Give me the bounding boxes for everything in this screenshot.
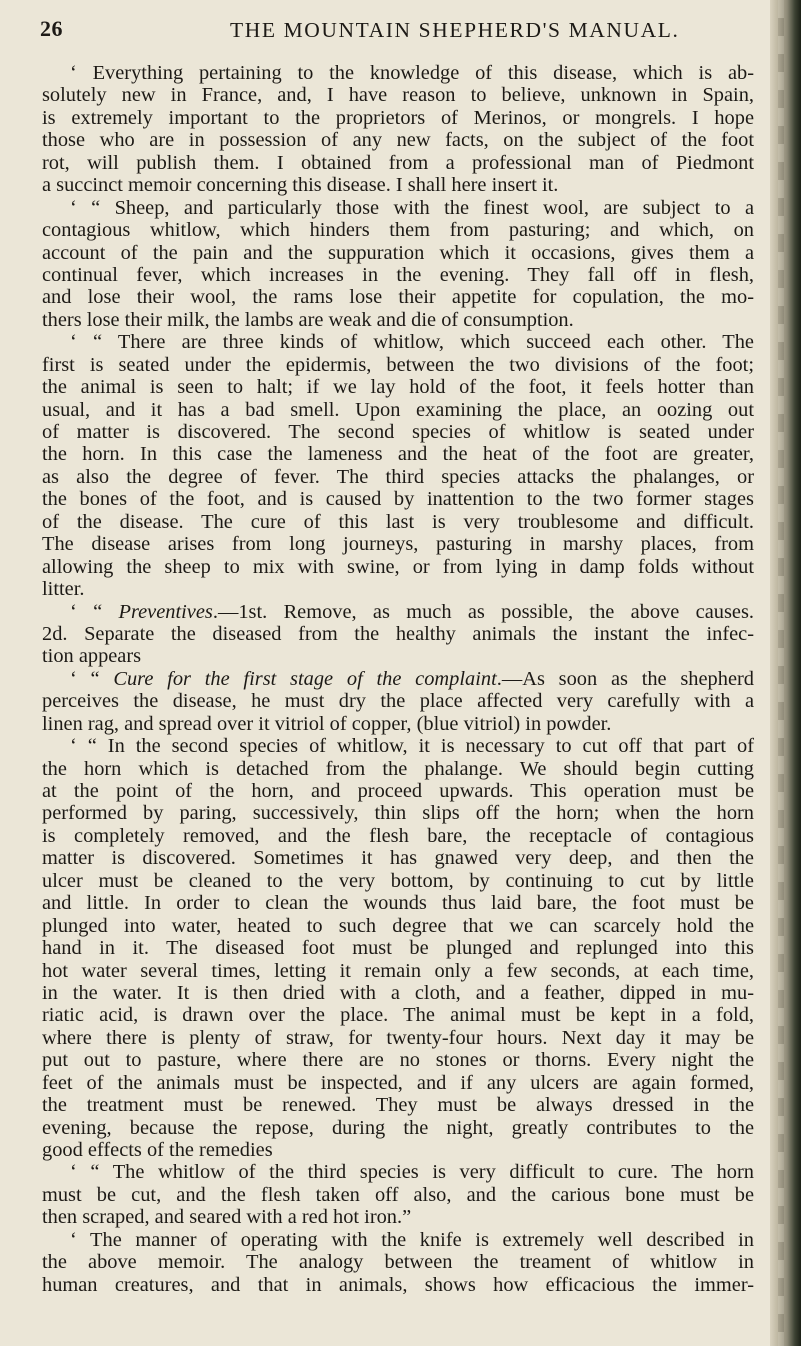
text-line: ‘ Everything pertaining to the knowledge of this disease, which is ab- xyxy=(70,62,754,84)
text-line: and little. In order to clean the wounds thus laid bare, the foot must be xyxy=(42,892,754,915)
page-number: 26 xyxy=(40,16,63,41)
text-line: performed by paring, successively, thin slips off the horn; when the horn xyxy=(42,802,754,825)
text-line: ‘ “ There are three kinds of whitlow, which succeed each other. The xyxy=(70,331,754,354)
text-line: ‘ “ The whitlow of the third species is very difficult to cure. The horn xyxy=(70,1161,754,1184)
text-line: continual fever, which increases in the evening. They fall off in flesh, xyxy=(42,263,754,286)
text-line: evening, because the repose, during the night, greatly contributes to the xyxy=(42,1116,754,1139)
text-line: ‘ “ In the second species of whitlow, it is necessary to cut off that part of xyxy=(70,735,754,758)
page-header xyxy=(40,14,760,48)
text-line: of the disease. The cure of this last is very troublesome and difficult. xyxy=(42,510,754,533)
text-line: the horn. In this case the lameness and the heat of the foot are greater, xyxy=(42,443,754,466)
text-line: thers lose their milk, the lambs are weak and die of consumption. xyxy=(42,308,574,331)
book-gutter xyxy=(770,0,801,1346)
text-line: usual, and it has a bad smell. Upon examining the place, an oozing out xyxy=(42,398,754,421)
text-line: where there is plenty of straw, for twenty-four hours. Next day it may be xyxy=(42,1026,754,1049)
text-line: matter is discovered. Sometimes it has gnawed very deep, and then the xyxy=(42,847,754,870)
text-line: litter. xyxy=(42,578,85,601)
text-line: account of the pain and the suppuration which it occasions, gives them a xyxy=(42,241,754,264)
text-line: contagious whitlow, which hinders them from pasturing; and which, on xyxy=(42,219,754,242)
text-line: solutely new in France, and, I have reason to believe, unknown in Spain, xyxy=(42,84,754,107)
text-line: allowing the sheep to mix with swine, or from lying in damp folds without xyxy=(42,555,754,578)
text-line: first is seated under the epidermis, between the two divisions of the foot; xyxy=(42,353,754,376)
text-line: human creatures, and that in animals, shows how efficacious the immer- xyxy=(42,1273,754,1296)
text-line: linen rag, and spread over it vitriol of copper, (blue vitriol) in powder. xyxy=(42,712,612,735)
text-line: hot water several times, letting it remain only a few seconds, at each time, xyxy=(42,959,754,982)
text-line: then scraped, and seared with a red hot iron.” xyxy=(42,1206,412,1229)
text-line: those who are in possession of any new facts, on the subject of the foot xyxy=(42,129,754,152)
text-line: must be cut, and the flesh taken off also, and the carious bone must be xyxy=(42,1183,754,1206)
text-line: perceives the disease, he must dry the place affected very carefully with a xyxy=(42,690,754,713)
text-line: ulcer must be cleaned to the very bottom, by continuing to cut by little xyxy=(42,869,754,892)
text-line: the horn which is detached from the phalange. We should begin cutting xyxy=(42,757,754,780)
text-line: is completely removed, and the flesh bare, the receptacle of contagious xyxy=(42,824,754,847)
text-line: ‘ “ Preventives.—1st. Remove, as much as possible, the above causes. xyxy=(70,600,754,623)
text-line: ‘ “ Cure for the first stage of the complaint.—As soon as the shepherd xyxy=(70,667,754,690)
text-line: of matter is discovered. The second species of whitlow is seated under xyxy=(42,421,754,443)
text-line: is extremely important to the proprietors of Merinos, or mongrels. I hope xyxy=(42,106,754,129)
text-line: rot, will publish them. I obtained from a professional man of Piedmont xyxy=(42,151,754,174)
text-line: and lose their wool, the rams lose their appetite for copulation, the mo- xyxy=(42,286,754,309)
text-line: the above memoir. The analogy between the treament of whitlow in xyxy=(42,1251,754,1274)
text-line: ‘ The manner of operating with the knife is extremely well described in xyxy=(70,1228,754,1251)
text-line: ‘ “ Sheep, and particularly those with the finest wool, are subject to a xyxy=(70,196,754,219)
text-line: The disease arises from long journeys, pasturing in marshy places, from xyxy=(42,533,754,556)
text-line: plunged into water, heated to such degree that we can scarcely hold the xyxy=(42,914,754,937)
text-line: as also the degree of fever. The third species attacks the phalanges, or xyxy=(42,465,754,488)
running-head: THE MOUNTAIN SHEPHERD'S MANUAL. xyxy=(230,18,680,42)
text-line: a succinct memoir concerning this disease. I shall here insert it. xyxy=(42,174,559,197)
text-line: 2d. Separate the diseased from the healthy animals the instant the infec- xyxy=(42,622,754,645)
text-line: tion appears xyxy=(42,645,142,668)
text-line: at the point of the horn, and proceed upwards. This operation must be xyxy=(42,780,754,802)
text-line: the bones of the foot, and is caused by inattention to the two former stages xyxy=(42,488,754,511)
text-line: riatic acid, is drawn over the place. The animal must be kept in a fold, xyxy=(42,1004,754,1027)
body-text xyxy=(42,62,754,1296)
text-line: the treatment must be renewed. They must be always dressed in the xyxy=(42,1094,754,1117)
text-line: put out to pasture, where there are no stones or thorns. Every night the xyxy=(42,1049,754,1072)
text-line: in the water. It is then dried with a cloth, and a feather, dipped in mu- xyxy=(42,981,754,1004)
text-line: good effects of the remedies xyxy=(42,1139,273,1161)
text-line: hand in it. The diseased foot must be plunged and replunged into this xyxy=(42,937,754,960)
text-line: the animal is seen to halt; if we lay hold of the foot, it feels hotter than xyxy=(42,376,754,399)
text-line: feet of the animals must be inspected, and if any ulcers are again formed, xyxy=(42,1071,754,1094)
